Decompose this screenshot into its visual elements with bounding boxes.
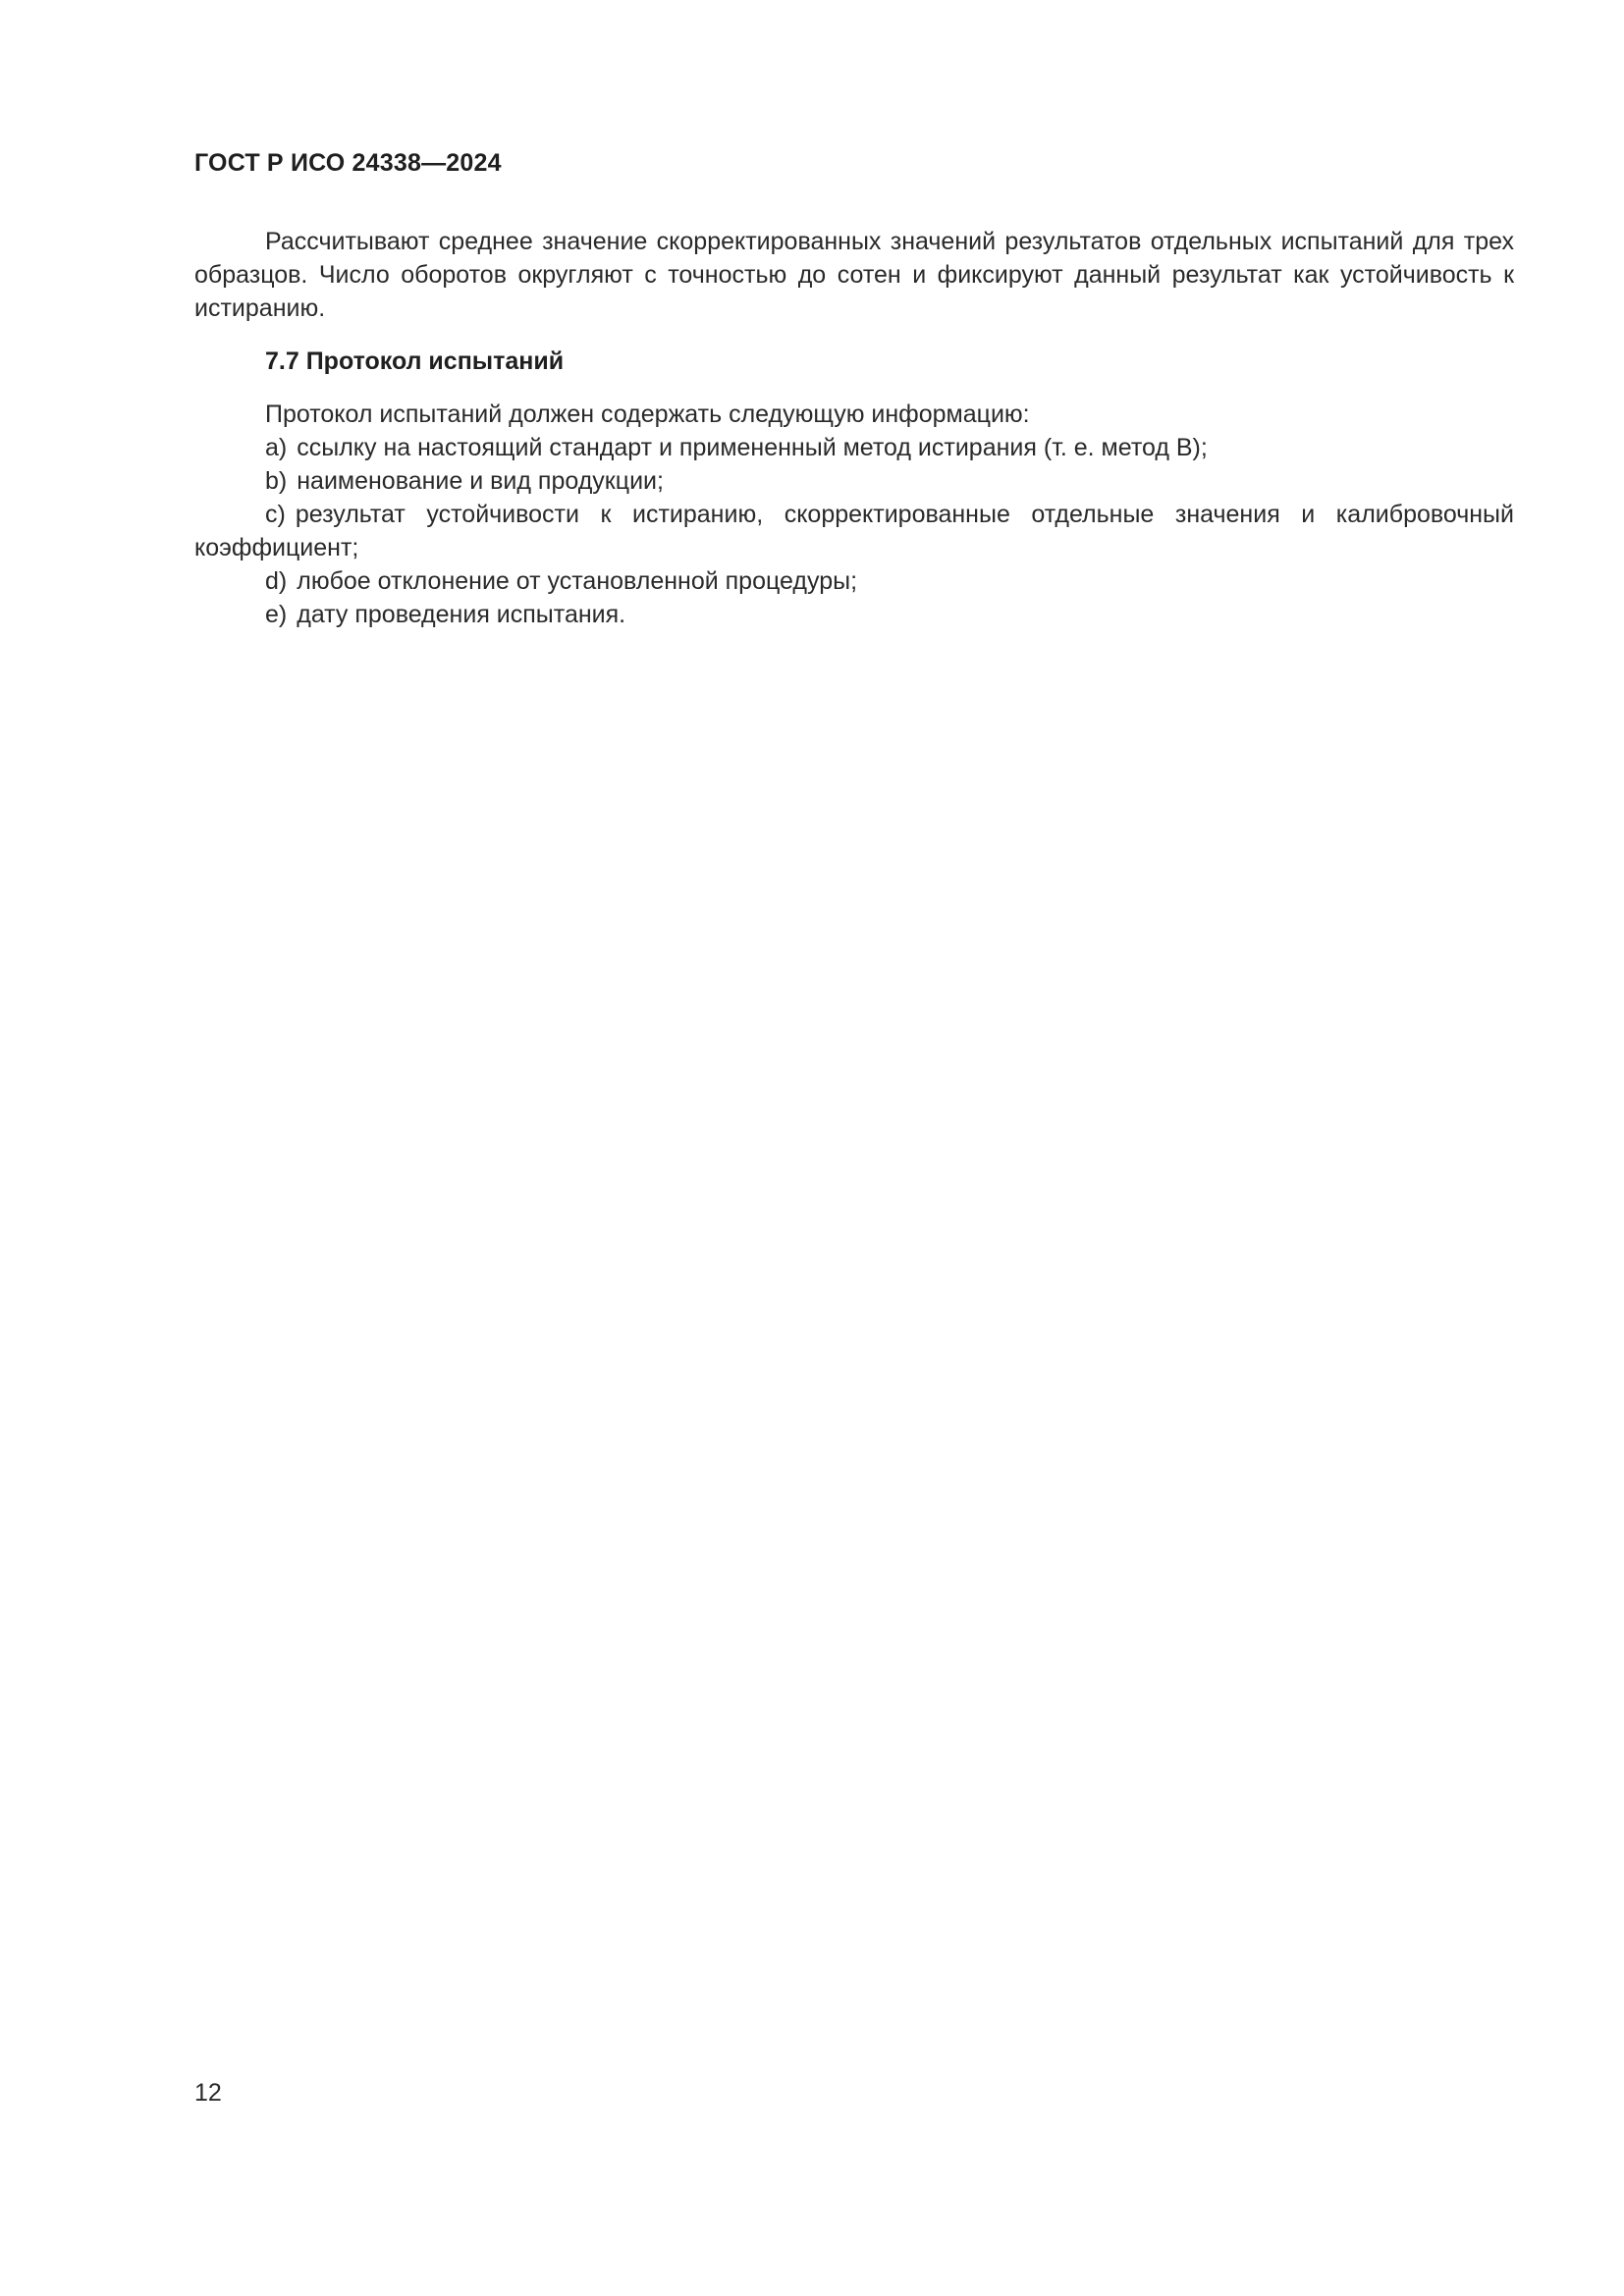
- list-item: [194, 498, 1514, 564]
- list-item-text: наименование и вид продукции;: [297, 467, 664, 495]
- list-item: [194, 598, 1514, 631]
- list-item: [194, 464, 1514, 498]
- section-title-test-report: 7.7 Протокол испытаний: [265, 347, 565, 375]
- list-item-marker: b): [265, 467, 288, 495]
- report-intro: Протокол испытаний должен содержать следующую информацию:: [265, 400, 1030, 428]
- list-item: [194, 564, 1514, 598]
- list-item-text: результат устойчивости к истиранию, скорректированные отдельные значения и калибровочный коэффициент;: [194, 501, 1514, 561]
- list-item-text: ссылку на настоящий стандарт и примененный метод истирания (т. е. метод B);: [297, 434, 1208, 461]
- list-item-marker: a): [265, 434, 288, 461]
- list-item-marker: d): [265, 567, 288, 595]
- list-item-marker: e): [265, 601, 288, 628]
- page-number: 12: [194, 2079, 222, 2107]
- list-item-text: любое отклонение от установленной процедуры;: [297, 567, 858, 595]
- list-item-text: дату проведения испытания.: [297, 601, 626, 628]
- paragraph-average-calculation: Рассчитывают среднее значение скорректированных значений результатов отдельных испытаний для трех образцов. Число оборотов округляют с точностью до сотен и фиксируют данный результат как устойчивость к истиранию.: [194, 228, 1514, 322]
- list-item-marker: c): [265, 501, 286, 528]
- report-requirements-list: [194, 431, 1514, 631]
- document-header: ГОСТ Р ИСО 24338—2024: [194, 149, 502, 177]
- list-item: [194, 431, 1514, 464]
